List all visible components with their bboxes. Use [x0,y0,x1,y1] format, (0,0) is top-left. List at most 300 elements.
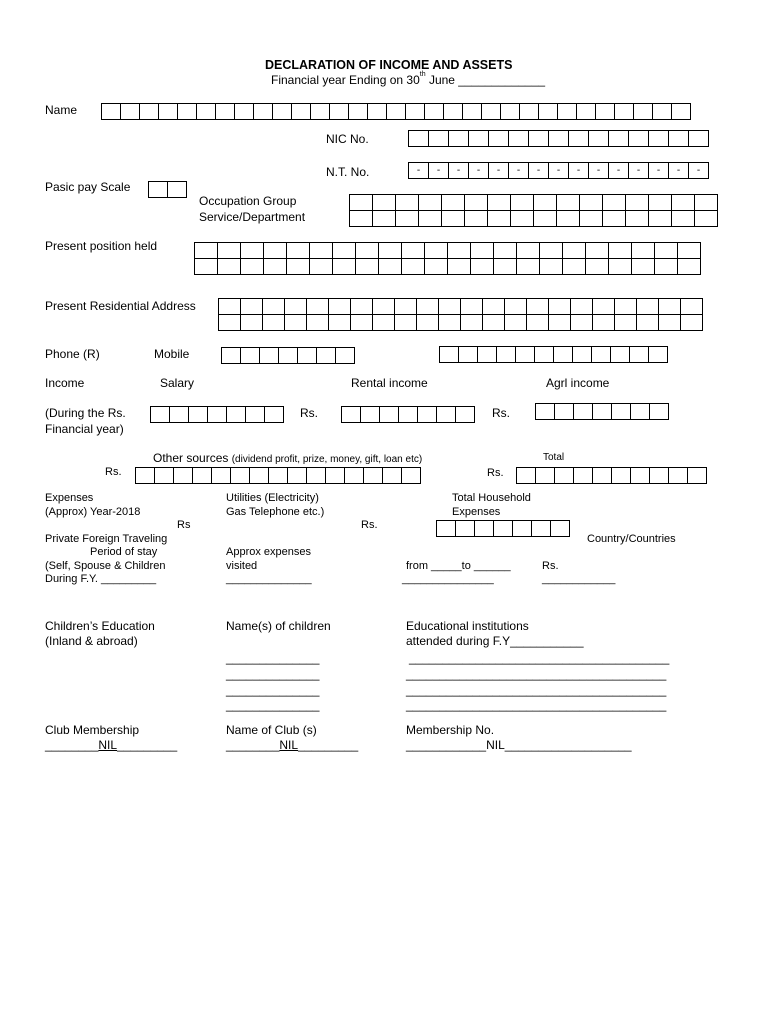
entry-box[interactable] [439,346,459,363]
entry-box[interactable] [344,467,364,484]
entry-box[interactable] [602,210,626,227]
entry-box[interactable] [310,103,330,120]
entry-box[interactable] [139,103,159,120]
entry-box[interactable] [286,258,310,275]
entry-box[interactable] [591,346,611,363]
entry-box[interactable]: - [448,162,469,179]
entry-box[interactable] [194,242,218,259]
present-position-grid [194,242,701,275]
nt-label: N.T. No. [326,165,370,179]
agrl-income-label: Agrl income [546,376,610,390]
entry-box[interactable] [688,130,709,147]
entry-box[interactable]: - [628,162,649,179]
entry-box[interactable] [592,298,615,315]
child-line-1: ______________ [226,651,320,665]
mobile-grid [439,346,668,363]
entry-box[interactable] [316,347,336,364]
entry-box[interactable]: - [648,162,669,179]
entry-box[interactable]: - [528,162,549,179]
entry-box[interactable] [443,103,463,120]
entry-box[interactable] [350,298,373,315]
entry-box[interactable]: - [468,162,489,179]
entry-box[interactable] [633,103,653,120]
rs-utilities-label: Rs. [361,519,378,531]
self-spouse-label: (Self, Spouse & Children [45,560,166,572]
entry-box[interactable] [658,298,681,315]
entry-box[interactable] [539,258,563,275]
entry-box[interactable] [464,210,488,227]
entry-box[interactable] [526,314,549,331]
entry-box[interactable]: - [688,162,709,179]
entry-box[interactable] [579,210,603,227]
entry-box[interactable] [648,130,669,147]
rental-income-label: Rental income [351,376,428,390]
entry-box[interactable] [363,467,383,484]
entry-box[interactable] [554,403,574,420]
entry-box[interactable] [531,520,551,537]
entry-box[interactable] [602,194,626,211]
entry-box[interactable] [608,130,629,147]
entry-box[interactable] [526,298,549,315]
entry-box[interactable] [268,467,288,484]
entry-box[interactable] [636,314,659,331]
entry-box[interactable] [418,210,442,227]
entry-box[interactable] [211,467,231,484]
entry-box[interactable] [477,346,497,363]
entry-box[interactable] [309,242,333,259]
entry-box[interactable] [428,130,449,147]
entry-box[interactable] [460,298,483,315]
nic-label: NIC No. [326,132,369,146]
entry-box[interactable] [464,194,488,211]
entry-box[interactable] [680,298,703,315]
entry-box[interactable] [652,103,672,120]
entry-box[interactable] [424,242,448,259]
entry-box[interactable] [438,298,461,315]
entry-box[interactable] [306,467,326,484]
rs-agrl-label: Rs. [492,406,510,420]
utilities-label-2: Gas Telephone etc.) [226,506,325,518]
entry-box[interactable] [482,314,505,331]
entry-box[interactable] [207,406,227,423]
entry-box[interactable] [372,210,396,227]
entry-box[interactable] [379,406,399,423]
entry-box[interactable] [158,103,178,120]
entry-box[interactable] [348,103,368,120]
entry-box[interactable] [240,242,264,259]
entry-box[interactable] [438,314,461,331]
entry-box[interactable]: - [588,162,609,179]
entry-box[interactable] [263,258,287,275]
entry-box[interactable] [592,467,612,484]
entry-box[interactable] [217,242,241,259]
entry-box[interactable] [487,194,511,211]
entry-box[interactable] [448,130,469,147]
entry-box[interactable] [378,242,402,259]
entry-box[interactable] [671,103,691,120]
entry-box[interactable] [226,406,246,423]
entry-box[interactable] [372,194,396,211]
entry-box[interactable] [649,467,669,484]
entry-box[interactable] [455,520,475,537]
entry-box[interactable] [654,242,678,259]
entry-box[interactable] [515,346,535,363]
entry-box[interactable] [332,258,356,275]
entry-box[interactable] [510,194,534,211]
entry-box[interactable] [562,242,586,259]
entry-box[interactable] [447,242,471,259]
entry-box[interactable] [173,467,193,484]
entry-box[interactable] [538,103,558,120]
entry-box[interactable] [648,210,672,227]
entry-box[interactable] [309,258,333,275]
child-line-3: ______________ [226,683,320,697]
entry-box[interactable] [335,347,355,364]
entry-box[interactable] [447,258,471,275]
entry-box[interactable] [372,298,395,315]
entry-box[interactable] [262,298,285,315]
service-department-label: Service/Department [199,210,306,224]
entry-box[interactable] [677,242,701,259]
entry-box[interactable] [568,130,589,147]
entry-box[interactable] [557,103,577,120]
entry-box[interactable] [535,467,555,484]
entry-box[interactable] [169,406,189,423]
entry-box[interactable] [177,103,197,120]
basic-pay-label: Pasic pay Scale [45,180,131,194]
entry-box[interactable] [539,242,563,259]
entry-box[interactable]: - [428,162,449,179]
entry-box[interactable] [394,298,417,315]
entry-box[interactable] [680,314,703,331]
entry-box[interactable] [196,103,216,120]
entry-box[interactable] [395,210,419,227]
entry-box[interactable] [611,467,631,484]
entry-box[interactable] [150,406,170,423]
entry-box[interactable] [654,258,678,275]
entry-box[interactable] [355,258,379,275]
entry-box[interactable] [249,467,269,484]
inst-line-4: _______________________________________ [406,698,667,712]
entry-box[interactable] [533,194,557,211]
entry-box[interactable] [625,194,649,211]
entry-box[interactable] [349,194,373,211]
club-name-value: ________NIL_________ [226,738,359,752]
entry-box[interactable] [468,130,489,147]
entry-box[interactable] [272,103,292,120]
entry-box[interactable] [234,103,254,120]
entry-box[interactable] [548,130,569,147]
visited-line: ______________ [226,573,312,585]
entry-box[interactable] [534,346,554,363]
entry-box[interactable] [154,467,174,484]
expenses-year-label: (Approx) Year-2018 [45,506,141,518]
entry-box[interactable] [240,258,264,275]
entry-box[interactable] [192,467,212,484]
entry-box[interactable] [648,346,668,363]
entry-box[interactable] [554,467,574,484]
entry-box[interactable] [500,103,520,120]
entry-box[interactable] [372,314,395,331]
entry-box[interactable] [592,403,612,420]
entry-box[interactable] [264,406,284,423]
entry-box[interactable]: - [568,162,589,179]
entry-box[interactable] [329,103,349,120]
entry-box[interactable] [297,347,317,364]
entry-box[interactable] [287,467,307,484]
entry-box[interactable] [694,210,718,227]
address-grid [218,298,703,331]
entry-box[interactable] [481,103,501,120]
entry-box[interactable] [487,210,511,227]
entry-box[interactable] [424,103,444,120]
entry-box[interactable] [572,346,592,363]
address-label: Present Residential Address [45,299,196,313]
from-to-label: from _____to ______ [406,560,511,572]
other-sources-label: Other sources (dividend profit, prize, money, gift, loan etc) [153,451,423,465]
entry-box[interactable]: - [408,162,429,179]
entry-box[interactable]: - [508,162,529,179]
edu-institutions-label: Educational institutions [406,619,529,633]
entry-box[interactable] [120,103,140,120]
entry-box[interactable] [460,314,483,331]
entry-box[interactable] [436,406,456,423]
entry-box[interactable] [548,298,571,315]
mobile-label: Mobile [154,347,190,361]
entry-box[interactable] [625,210,649,227]
entry-box[interactable] [519,103,539,120]
phone-grid [221,347,355,364]
entry-box[interactable] [259,347,279,364]
entry-box[interactable] [394,314,417,331]
entry-box[interactable] [556,194,580,211]
entry-box[interactable] [614,103,634,120]
entry-box[interactable] [367,103,387,120]
entry-box[interactable] [687,467,707,484]
entry-box[interactable] [516,467,536,484]
entry-box[interactable] [550,520,570,537]
rs-country-line: ____________ [542,573,616,585]
entry-box[interactable] [629,346,649,363]
entry-box[interactable] [548,314,571,331]
name-label: Name [45,103,78,117]
entry-box[interactable] [455,406,475,423]
child-line-4: ______________ [226,698,320,712]
entry-box[interactable] [291,103,311,120]
entry-box[interactable] [417,406,437,423]
entry-box[interactable] [401,242,425,259]
entry-box[interactable] [218,298,241,315]
entry-box[interactable] [217,258,241,275]
entry-box[interactable] [588,130,609,147]
entry-box[interactable] [488,130,509,147]
entry-box[interactable] [286,242,310,259]
entry-box[interactable] [167,181,187,198]
entry-box[interactable]: - [548,162,569,179]
entry-box[interactable] [240,298,263,315]
period-of-stay-label: Period of stay [90,546,158,558]
entry-box[interactable] [328,314,351,331]
entry-box[interactable] [614,314,637,331]
entry-box[interactable] [573,403,593,420]
inst-line-1: _______________________________________ [409,651,670,665]
entry-box[interactable] [608,242,632,259]
entry-box[interactable] [668,130,689,147]
entry-box[interactable] [253,103,273,120]
entry-box[interactable] [631,258,655,275]
entry-box[interactable] [573,467,593,484]
entry-box[interactable] [230,467,250,484]
entry-box[interactable] [218,314,241,331]
entry-box[interactable] [553,346,573,363]
entry-box[interactable] [240,347,260,364]
entry-box[interactable]: - [488,162,509,179]
during-fy-label: During F.Y. _________ [45,573,157,585]
entry-box[interactable] [332,242,356,259]
total-label: Total [543,452,565,463]
entry-box[interactable] [493,242,517,259]
entry-box[interactable] [284,298,307,315]
form-subtitle: Financial year Ending on 30th June _____________ [271,71,546,87]
entry-box[interactable] [306,298,329,315]
entry-box[interactable] [504,314,527,331]
entry-box[interactable] [458,346,478,363]
entry-box[interactable] [416,298,439,315]
entry-box[interactable] [595,103,615,120]
entry-box[interactable] [398,406,418,423]
entry-box[interactable] [671,210,695,227]
entry-box[interactable] [493,258,517,275]
entry-box[interactable] [631,242,655,259]
entry-box[interactable] [462,103,482,120]
entry-box[interactable] [441,194,465,211]
entry-box[interactable] [401,467,421,484]
entry-box[interactable] [474,520,494,537]
entry-box[interactable] [148,181,168,198]
entry-box[interactable] [194,258,218,275]
visited-label: visited [226,560,258,572]
entry-box[interactable] [585,258,609,275]
entry-box[interactable] [355,242,379,259]
entry-box[interactable] [508,130,529,147]
entry-box[interactable] [401,258,425,275]
entry-box[interactable] [278,347,298,364]
entry-box[interactable] [592,314,615,331]
entry-box[interactable] [658,314,681,331]
entry-box[interactable] [493,520,513,537]
entry-box[interactable]: - [608,162,629,179]
entry-box[interactable] [215,103,235,120]
entry-box[interactable] [512,520,532,537]
total-household-label: Total Household [452,492,531,504]
entry-box[interactable] [608,258,632,275]
entry-box[interactable] [328,298,351,315]
entry-box[interactable] [610,346,630,363]
entry-box[interactable] [516,242,540,259]
entry-box[interactable] [436,520,456,537]
entry-box[interactable] [677,258,701,275]
entry-box[interactable] [408,130,429,147]
entry-box[interactable] [533,210,557,227]
child-line-2: ______________ [226,667,320,681]
entry-box[interactable] [510,210,534,227]
entry-box[interactable] [405,103,425,120]
entry-box[interactable] [496,346,516,363]
entry-box[interactable] [360,406,380,423]
entry-box[interactable] [382,467,402,484]
entry-box[interactable] [630,403,650,420]
household-grid [436,520,570,537]
entry-box[interactable] [418,194,442,211]
agrl-grid [535,403,669,420]
entry-box[interactable] [262,314,285,331]
entry-box[interactable] [386,103,406,120]
entry-box[interactable] [221,347,241,364]
entry-box[interactable] [636,298,659,315]
entry-box[interactable] [350,314,373,331]
entry-box[interactable] [614,298,637,315]
entry-box[interactable] [482,298,505,315]
entry-box[interactable] [263,242,287,259]
entry-box[interactable] [671,194,695,211]
entry-box[interactable] [611,403,631,420]
entry-box[interactable] [649,403,669,420]
entry-box[interactable] [576,103,596,120]
entry-box[interactable] [694,194,718,211]
entry-box[interactable] [470,242,494,259]
entry-box[interactable] [630,467,650,484]
entry-box[interactable] [424,258,448,275]
entry-box[interactable] [284,314,307,331]
entry-box[interactable] [516,258,540,275]
entry-box[interactable] [668,467,688,484]
entry-box[interactable] [570,298,593,315]
entry-box[interactable] [135,467,155,484]
entry-box[interactable] [306,314,329,331]
entry-box[interactable] [378,258,402,275]
entry-box[interactable] [441,210,465,227]
entry-box[interactable] [101,103,121,120]
entry-box[interactable] [395,194,419,211]
other-sources-grid [135,467,421,484]
expenses-label: Expenses [45,492,94,504]
entry-box[interactable] [556,210,580,227]
inst-line-3: _______________________________________ [406,683,667,697]
entry-box[interactable] [341,406,361,423]
entry-box[interactable] [240,314,263,331]
entry-box[interactable] [528,130,549,147]
entry-box[interactable] [416,314,439,331]
entry-box[interactable] [579,194,603,211]
attended-label: attended during F.Y___________ [406,634,584,648]
name-of-club-label: Name of Club (s) [226,723,317,737]
entry-box[interactable] [535,403,555,420]
entry-box[interactable] [585,242,609,259]
rs-other-label: Rs. [105,466,122,478]
entry-box[interactable] [245,406,265,423]
entry-box[interactable]: - [668,162,689,179]
entry-box[interactable] [470,258,494,275]
entry-box[interactable] [628,130,649,147]
entry-box[interactable] [648,194,672,211]
entry-box[interactable] [325,467,345,484]
entry-box[interactable] [504,298,527,315]
entry-box[interactable] [562,258,586,275]
entry-box[interactable] [349,210,373,227]
entry-box[interactable] [570,314,593,331]
entry-box[interactable] [188,406,208,423]
name-grid [101,103,691,120]
